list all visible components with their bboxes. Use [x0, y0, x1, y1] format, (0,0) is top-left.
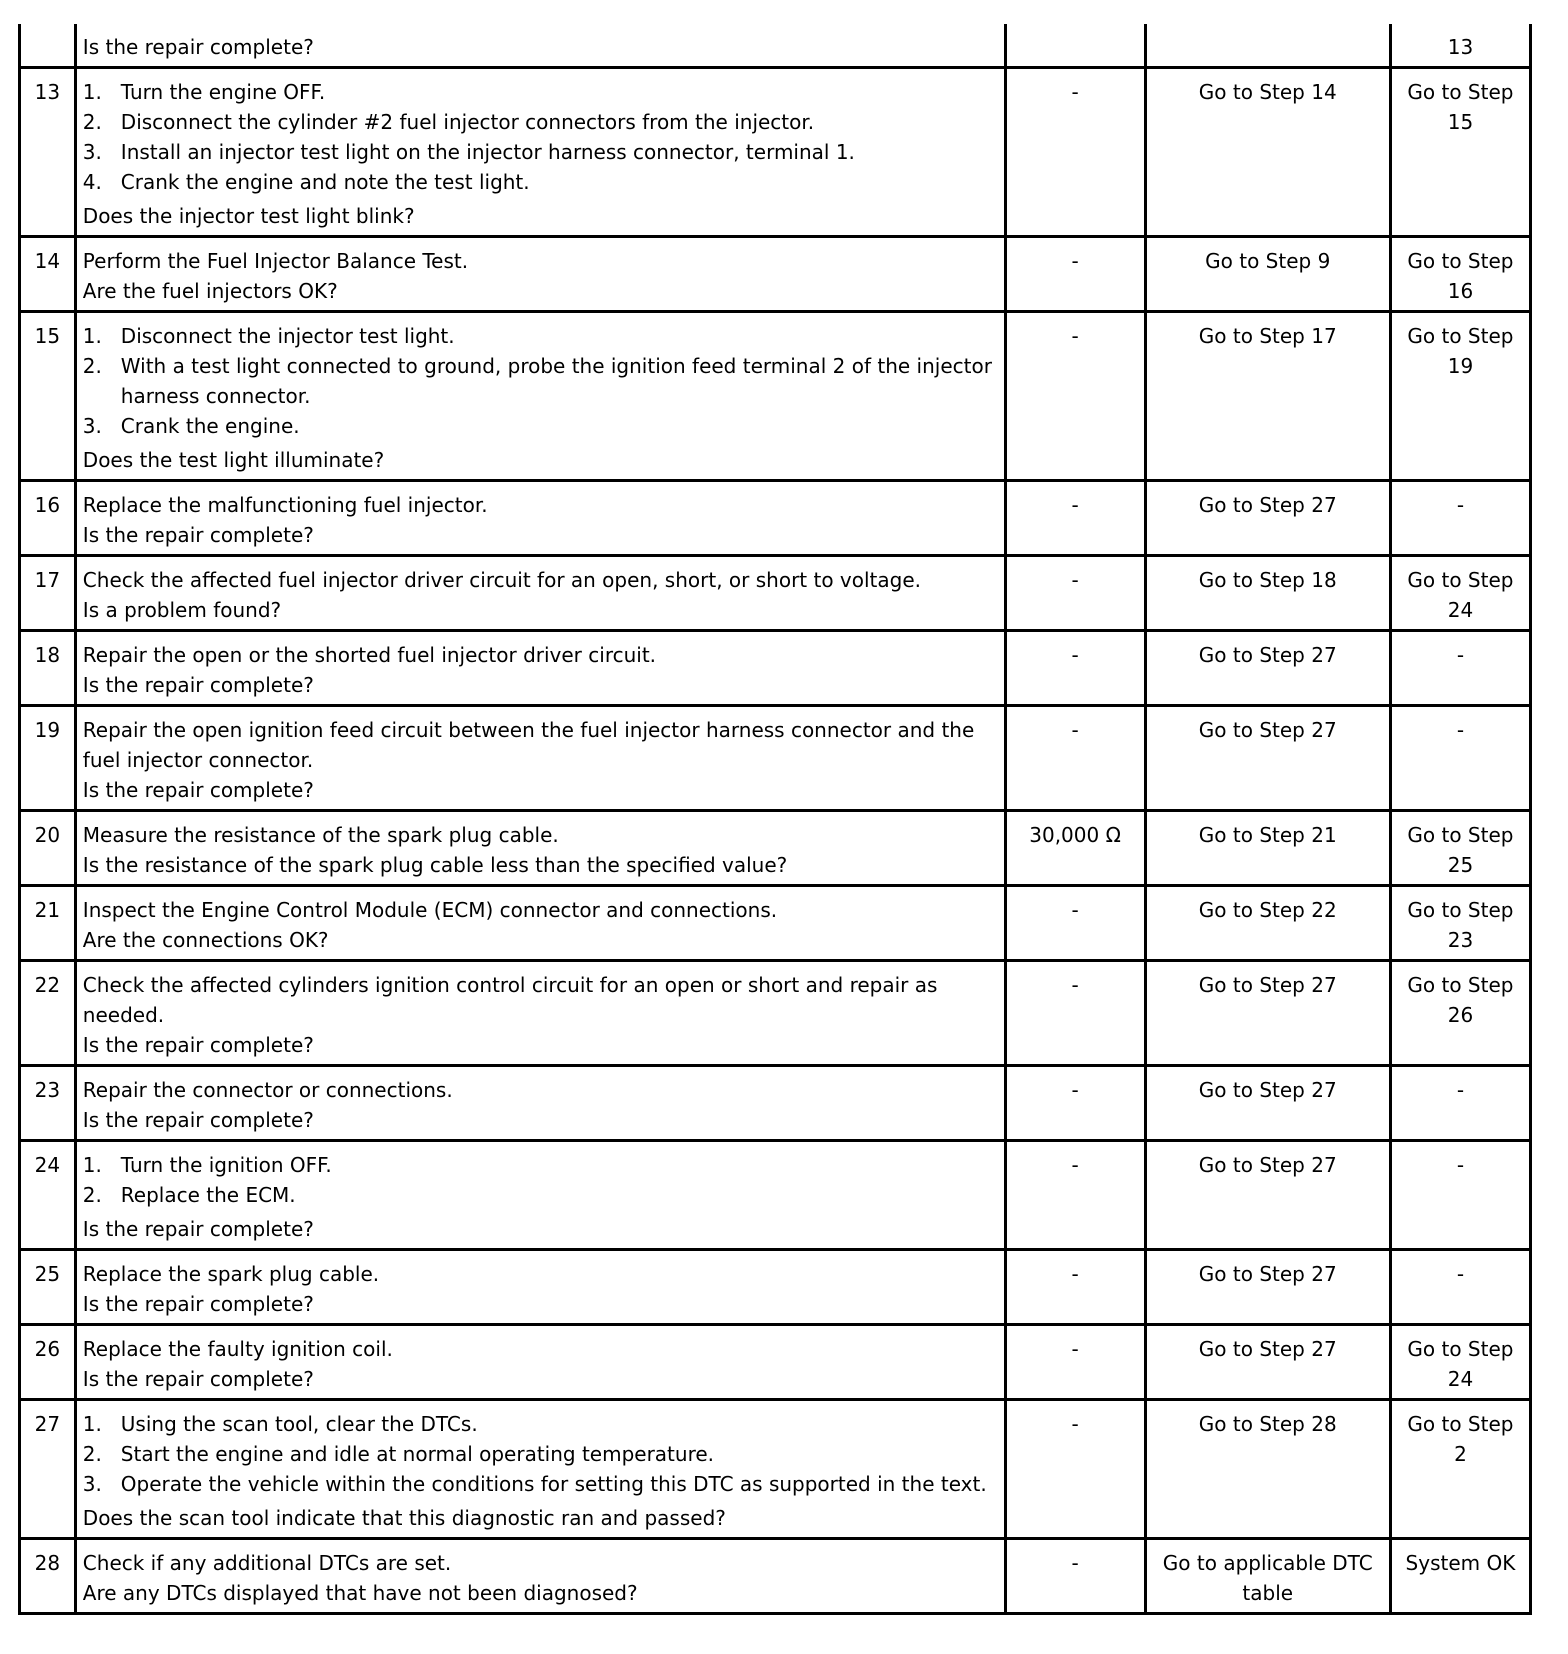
value-cell: -: [1005, 1400, 1145, 1539]
table-row: [20, 631, 1531, 706]
question-text: Does the scan tool indicate that this diagnostic ran and passed?: [82, 1506, 726, 1530]
numbered-step-list: [83, 1409, 998, 1499]
instruction-text: Repair the open or the shorted fuel injector driver circuit.: [82, 643, 657, 667]
question-text: Does the injector test light blink?: [82, 204, 415, 228]
table-row: [20, 24, 1531, 68]
action-cell: [75, 24, 1005, 68]
value-cell: -: [1005, 1250, 1145, 1325]
action-cell: [75, 1539, 1005, 1614]
table-row: [20, 1400, 1531, 1539]
table-row: [20, 556, 1531, 631]
no-action-cell: -: [1390, 481, 1530, 556]
question-text: Is the repair complete?: [82, 1108, 314, 1132]
step-list-number: 2.: [82, 1442, 102, 1466]
step-number-cell: 18: [20, 631, 76, 706]
no-action-cell: Go to Step 16: [1390, 237, 1530, 312]
value-cell: -: [1005, 1141, 1145, 1250]
step-list-item: [83, 167, 998, 197]
yes-action-cell: Go to Step 17: [1145, 312, 1390, 481]
step-list-number: 3.: [82, 414, 102, 438]
no-action-cell: Go to Step 26: [1390, 961, 1530, 1066]
value-cell: -: [1005, 1066, 1145, 1141]
value-cell: -: [1005, 1539, 1145, 1614]
yes-action-cell: Go to Step 21: [1145, 811, 1390, 886]
yes-action-cell: Go to Step 28: [1145, 1400, 1390, 1539]
step-number-cell: 23: [20, 1066, 76, 1141]
step-number-cell: 21: [20, 886, 76, 961]
numbered-step-list: [83, 77, 998, 197]
action-cell: [75, 68, 1005, 237]
table-row: [20, 312, 1531, 481]
value-cell: [1005, 24, 1145, 68]
table-row: [20, 886, 1531, 961]
step-number-cell: 13: [20, 68, 76, 237]
value-cell: -: [1005, 631, 1145, 706]
step-number-cell: 17: [20, 556, 76, 631]
instruction-text: Replace the spark plug cable.: [82, 1262, 380, 1286]
step-list-item: [83, 321, 998, 351]
no-action-cell: -: [1390, 706, 1530, 811]
action-cell: [75, 481, 1005, 556]
step-number-cell: 19: [20, 706, 76, 811]
instruction-text: Check if any additional DTCs are set.: [82, 1551, 452, 1575]
value-cell: -: [1005, 886, 1145, 961]
question-text: Are the connections OK?: [82, 928, 329, 952]
step-list-item: [83, 411, 998, 441]
no-action-cell: 13: [1390, 24, 1530, 68]
step-list-number: 4.: [82, 170, 102, 194]
value-cell: -: [1005, 1325, 1145, 1400]
no-action-cell: -: [1390, 631, 1530, 706]
step-list-text: Start the engine and idle at normal operating temperature.: [120, 1442, 715, 1466]
action-cell: [75, 1400, 1005, 1539]
step-list-text: Operate the vehicle within the conditions for setting this DTC as supported in the text.: [120, 1472, 987, 1496]
value-cell: -: [1005, 556, 1145, 631]
question-text: Does the test light illuminate?: [82, 448, 385, 472]
step-list-item: [83, 137, 998, 167]
question-text: Is the repair complete?: [82, 673, 314, 697]
numbered-step-list: [83, 321, 998, 441]
step-list-text: With a test light connected to ground, probe the ignition feed terminal 2 of the injector harness connector.: [120, 354, 992, 408]
step-number-cell: 27: [20, 1400, 76, 1539]
no-action-cell: Go to Step 23: [1390, 886, 1530, 961]
question-text: Is the repair complete?: [82, 778, 314, 802]
yes-action-cell: Go to Step 27: [1145, 481, 1390, 556]
step-number-cell: 28: [20, 1539, 76, 1614]
step-number-cell: 25: [20, 1250, 76, 1325]
instruction-text: Check the affected fuel injector driver circuit for an open, short, or short to voltage.: [82, 568, 922, 592]
no-action-cell: -: [1390, 1066, 1530, 1141]
instruction-text: Replace the malfunctioning fuel injector.: [82, 493, 488, 517]
yes-action-cell: Go to Step 27: [1145, 631, 1390, 706]
question-text: Is the repair complete?: [82, 1217, 314, 1241]
action-cell: [75, 1141, 1005, 1250]
no-action-cell: System OK: [1390, 1539, 1530, 1614]
yes-action-cell: Go to Step 27: [1145, 961, 1390, 1066]
instruction-text: Replace the faulty ignition coil.: [82, 1337, 393, 1361]
question-text: Is the resistance of the spark plug cable less than the specified value?: [82, 853, 788, 877]
step-list-text: Turn the engine OFF.: [120, 80, 326, 104]
yes-action-cell: Go to Step 14: [1145, 68, 1390, 237]
step-list-number: 2.: [82, 354, 102, 378]
question-text: Is a problem found?: [82, 598, 282, 622]
question-text: Is the repair complete?: [82, 35, 314, 59]
action-cell: [75, 886, 1005, 961]
table-row: [20, 1250, 1531, 1325]
yes-action-cell: Go to Step 22: [1145, 886, 1390, 961]
question-text: Is the repair complete?: [82, 1367, 314, 1391]
table-row: [20, 706, 1531, 811]
diagnostic-steps-table: [18, 24, 1532, 1615]
value-cell: -: [1005, 481, 1145, 556]
step-list-item: [83, 351, 998, 411]
no-action-cell: Go to Step 19: [1390, 312, 1530, 481]
step-list-item: [83, 1150, 998, 1180]
step-list-text: Install an injector test light on the injector harness connector, terminal 1.: [120, 140, 855, 164]
step-list-number: 3.: [82, 140, 102, 164]
step-list-text: Turn the ignition OFF.: [120, 1153, 332, 1177]
step-list-number: 3.: [82, 1472, 102, 1496]
value-cell: -: [1005, 237, 1145, 312]
table-row: [20, 1066, 1531, 1141]
value-cell: -: [1005, 68, 1145, 237]
instruction-text: Measure the resistance of the spark plug cable.: [82, 823, 559, 847]
table-row: [20, 961, 1531, 1066]
step-list-item: [83, 77, 998, 107]
step-list-item: [83, 1180, 998, 1210]
step-number-cell: [20, 24, 76, 68]
no-action-cell: Go to Step 24: [1390, 1325, 1530, 1400]
value-cell: -: [1005, 706, 1145, 811]
table-row: [20, 481, 1531, 556]
no-action-cell: -: [1390, 1250, 1530, 1325]
step-number-cell: 20: [20, 811, 76, 886]
instruction-text: Check the affected cylinders ignition control circuit for an open or short and repair as needed.: [82, 973, 938, 1027]
instruction-text: Repair the open ignition feed circuit between the fuel injector harness connector and the fuel injector connector.: [82, 718, 975, 772]
action-cell: [75, 1325, 1005, 1400]
numbered-step-list: [83, 1150, 998, 1210]
yes-action-cell: Go to Step 18: [1145, 556, 1390, 631]
table-row: [20, 1539, 1531, 1614]
action-cell: [75, 961, 1005, 1066]
table-row: [20, 811, 1531, 886]
value-cell: 30,000 Ω: [1005, 811, 1145, 886]
action-cell: [75, 706, 1005, 811]
value-cell: -: [1005, 312, 1145, 481]
table-row: [20, 68, 1531, 237]
instruction-text: Repair the connector or connections.: [82, 1078, 453, 1102]
question-text: Are any DTCs displayed that have not been diagnosed?: [82, 1581, 638, 1605]
action-cell: [75, 556, 1005, 631]
action-cell: [75, 237, 1005, 312]
step-list-number: 1.: [82, 1153, 102, 1177]
step-list-item: [83, 107, 998, 137]
step-list-text: Using the scan tool, clear the DTCs.: [120, 1412, 478, 1436]
step-list-text: Disconnect the cylinder #2 fuel injector connectors from the injector.: [120, 110, 815, 134]
action-cell: [75, 1066, 1005, 1141]
step-number-cell: 15: [20, 312, 76, 481]
action-cell: [75, 312, 1005, 481]
step-list-text: Crank the engine.: [120, 414, 300, 438]
yes-action-cell: Go to Step 27: [1145, 1141, 1390, 1250]
step-list-text: Disconnect the injector test light.: [120, 324, 455, 348]
yes-action-cell: Go to Step 27: [1145, 1250, 1390, 1325]
no-action-cell: Go to Step 25: [1390, 811, 1530, 886]
yes-action-cell: Go to Step 27: [1145, 1325, 1390, 1400]
no-action-cell: Go to Step 24: [1390, 556, 1530, 631]
value-cell: -: [1005, 961, 1145, 1066]
yes-action-cell: Go to Step 9: [1145, 237, 1390, 312]
no-action-cell: Go to Step 2: [1390, 1400, 1530, 1539]
action-cell: [75, 631, 1005, 706]
step-number-cell: 26: [20, 1325, 76, 1400]
step-list-item: [83, 1469, 998, 1499]
step-list-number: 2.: [82, 110, 102, 134]
yes-action-cell: [1145, 24, 1390, 68]
instruction-text: Inspect the Engine Control Module (ECM) connector and connections.: [82, 898, 778, 922]
step-list-text: Replace the ECM.: [120, 1183, 296, 1207]
step-list-number: 2.: [82, 1183, 102, 1207]
step-list-item: [83, 1439, 998, 1469]
step-list-number: 1.: [82, 1412, 102, 1436]
table-row: [20, 237, 1531, 312]
step-number-cell: 14: [20, 237, 76, 312]
question-text: Is the repair complete?: [82, 1033, 314, 1057]
table-body: [20, 24, 1531, 1614]
action-cell: [75, 1250, 1005, 1325]
yes-action-cell: Go to applicable DTC table: [1145, 1539, 1390, 1614]
table-row: [20, 1325, 1531, 1400]
instruction-text: Perform the Fuel Injector Balance Test.: [82, 249, 469, 273]
yes-action-cell: Go to Step 27: [1145, 706, 1390, 811]
question-text: Is the repair complete?: [82, 523, 314, 547]
step-number-cell: 24: [20, 1141, 76, 1250]
step-list-text: Crank the engine and note the test light.: [120, 170, 530, 194]
step-number-cell: 16: [20, 481, 76, 556]
action-cell: [75, 811, 1005, 886]
step-number-cell: 22: [20, 961, 76, 1066]
table-row: [20, 1141, 1531, 1250]
no-action-cell: Go to Step 15: [1390, 68, 1530, 237]
step-list-item: [83, 1409, 998, 1439]
question-text: Are the fuel injectors OK?: [82, 279, 338, 303]
no-action-cell: -: [1390, 1141, 1530, 1250]
step-list-number: 1.: [82, 80, 102, 104]
diagnostic-document: [18, 24, 1532, 1615]
question-text: Is the repair complete?: [82, 1292, 314, 1316]
yes-action-cell: Go to Step 27: [1145, 1066, 1390, 1141]
step-list-number: 1.: [82, 324, 102, 348]
